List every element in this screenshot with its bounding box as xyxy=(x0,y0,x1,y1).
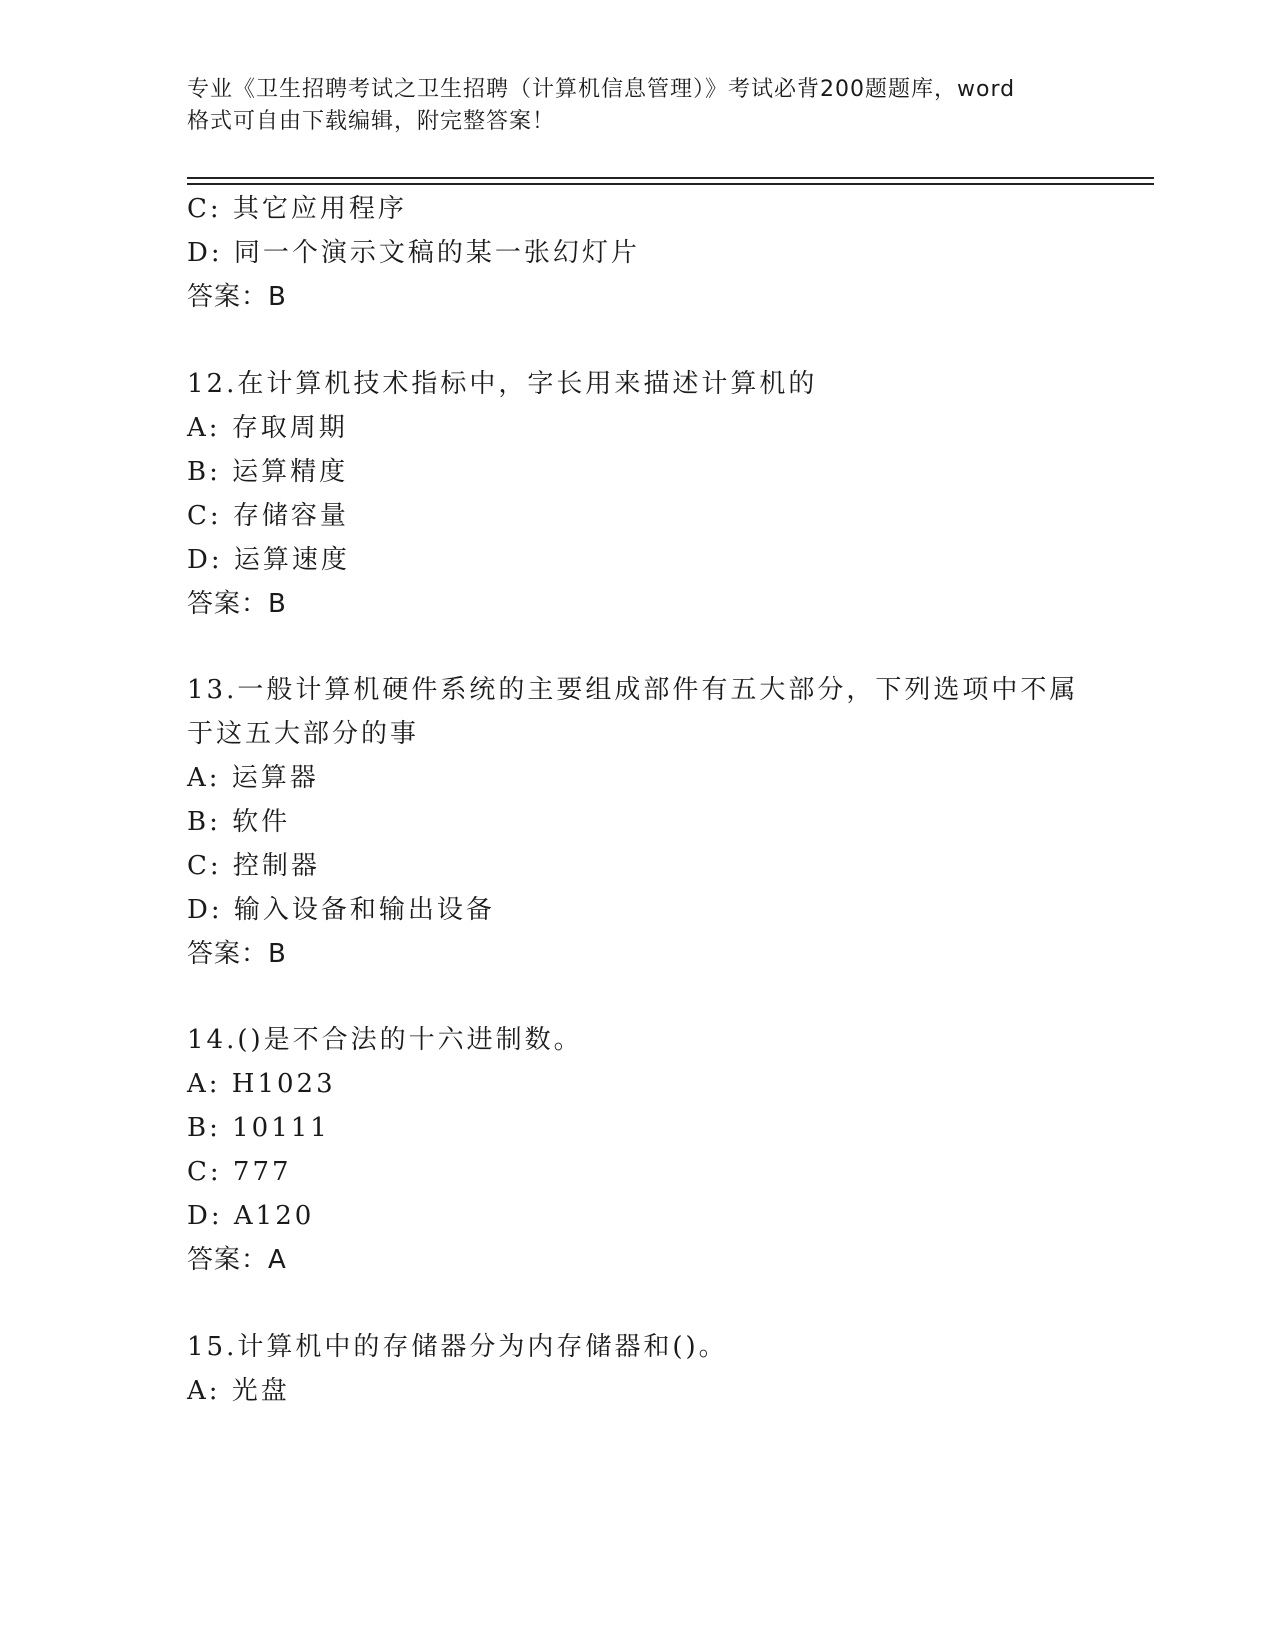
q12-option-d: D: 运算速度 xyxy=(187,545,350,575)
q13-answer: 答案：B xyxy=(187,939,287,969)
q14-option-c: C: 777 xyxy=(187,1157,292,1187)
document-header xyxy=(187,74,1087,138)
q14-answer: 答案：A xyxy=(187,1245,287,1275)
q14-option-b: B: 10111 xyxy=(187,1113,330,1143)
q13-option-b: B: 软件 xyxy=(187,807,291,837)
header-line-1: 专业《卫生招聘考试之卫生招聘（计算机信息管理）》考试必背200题题库，word xyxy=(187,77,1016,102)
q12-option-c: C: 存储容量 xyxy=(187,501,349,531)
q12-option-b: B: 运算精度 xyxy=(187,457,349,487)
header-divider-bottom xyxy=(187,183,1154,185)
header-divider-top xyxy=(187,177,1154,179)
q12-option-a: A: 存取周期 xyxy=(187,413,348,443)
q13-option-a: A: 运算器 xyxy=(187,763,319,793)
header-line-2: 格式可自由下载编辑，附完整答案！ xyxy=(187,109,556,134)
q12-answer: 答案：B xyxy=(187,589,287,619)
q11-option-c: C: 其它应用程序 xyxy=(187,194,407,224)
q13-option-c: C: 控制器 xyxy=(187,851,320,881)
q15-option-a: A: 光盘 xyxy=(187,1376,290,1406)
q13-option-d: D: 输入设备和输出设备 xyxy=(187,895,495,925)
q14-option-d: D: A120 xyxy=(187,1201,315,1231)
q14-option-a: A: H1023 xyxy=(187,1069,336,1099)
q14-question: 14.()是不合法的十六进制数。 xyxy=(187,1025,583,1055)
q12-question: 12.在计算机技术指标中，字长用来描述计算机的 xyxy=(187,369,818,399)
q11-answer: 答案：B xyxy=(187,282,287,312)
q15-question: 15.计算机中的存储器分为内存储器和()。 xyxy=(187,1332,728,1362)
q13-question-line-1: 13.一般计算机硬件系统的主要组成部件有五大部分，下列选项中不属 xyxy=(187,675,1079,705)
q13-question-line-2: 于这五大部分的事 xyxy=(187,719,420,749)
q11-option-d: D: 同一个演示文稿的某一张幻灯片 xyxy=(187,238,640,268)
